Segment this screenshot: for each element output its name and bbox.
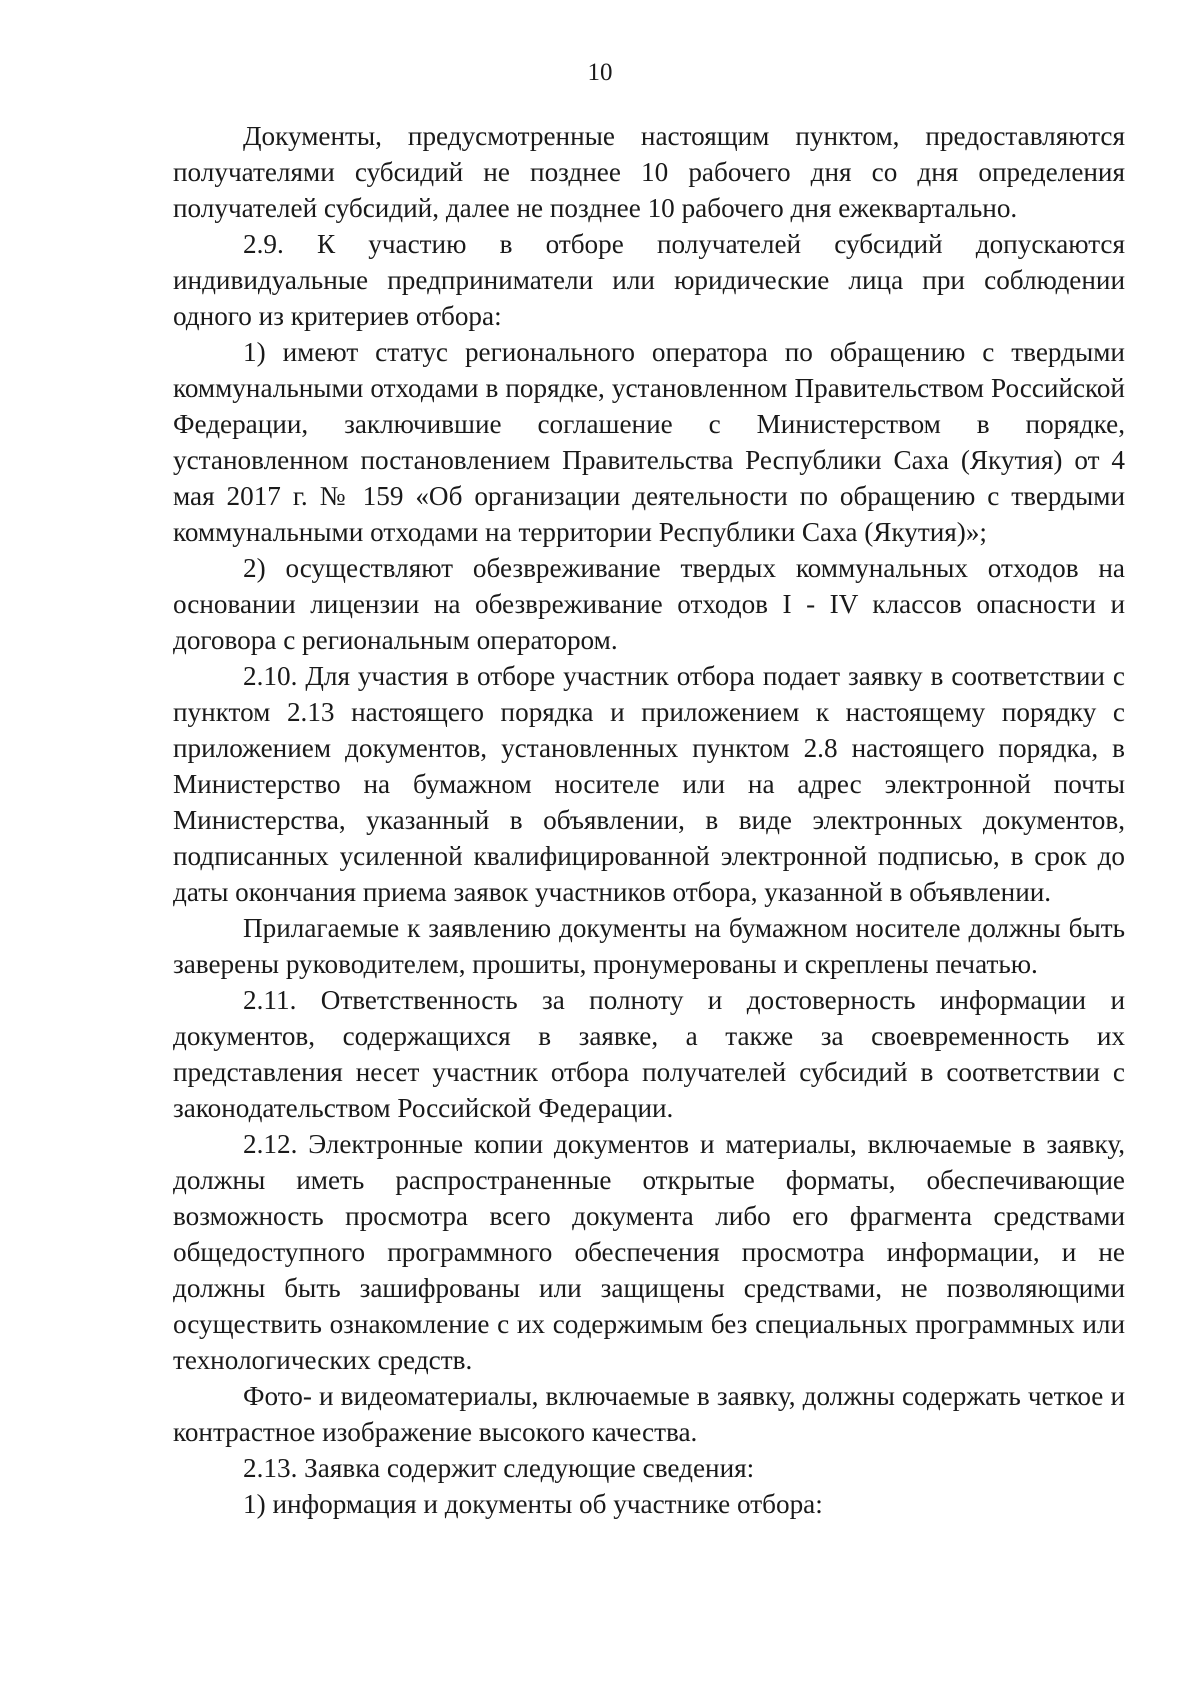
- paragraph-2-9: 2.9. К участию в отборе получателей субсидий допускаются индивидуальные предприниматели или юридические лица при соблюдении одного из критериев отбора:: [173, 229, 1125, 331]
- paragraph-photo-video: Фото- и видеоматериалы, включаемые в заявку, должны содержать четкое и контрастное изображение высокого качества.: [173, 1381, 1125, 1447]
- document-body: [173, 118, 1125, 1522]
- paragraph-documents-deadline: Документы, предусмотренные настоящим пунктом, предоставляются получателями субсидий не позднее 10 рабочего дня со дня определения получателей субсидий, далее не позднее 10 рабочего дня ежеквартально.: [173, 121, 1125, 223]
- paragraph-attached-documents: Прилагаемые к заявлению документы на бумажном носителе должны быть заверены руководителем, прошиты, пронумерованы и скреплены печатью.: [173, 913, 1125, 979]
- paragraph-2-9-item-1: 1) имеют статус регионального оператора по обращению с твердыми коммунальными отходами в порядке, установленном Правительством Российской Федерации, заключившие соглашение с Министерством в порядке, установленном постановлением Правительства Республики Саха (Якутия) от 4 мая 2017 г. № 159 «Об организации деятельности по обращению с твердыми коммунальными отходами на территории Республики Саха (Якутия)»;: [173, 337, 1125, 547]
- paragraph-2-13-item-1: 1) информация и документы об участнике отбора:: [243, 1489, 823, 1519]
- page-number: 10: [587, 59, 613, 86]
- paragraph-2-11: 2.11. Ответственность за полноту и достоверность информации и документов, содержащихся в заявке, а также за своевременность их представления несет участник отбора получателей субсидий в соответствии с законодательством Российской Федерации.: [173, 985, 1125, 1123]
- paragraph-2-13: 2.13. Заявка содержит следующие сведения:: [243, 1453, 755, 1483]
- paragraph-2-12: 2.12. Электронные копии документов и материалы, включаемые в заявку, должны иметь распространенные открытые форматы, обеспечивающие возможность просмотра всего документа либо его фрагмента средствами общедоступного программного обеспечения просмотра информации, и не должны быть зашифрованы или защищены средствами, не позволяющими осуществить ознакомление с их содержимым без специальных программных или технологических средств.: [173, 1129, 1125, 1375]
- paragraph-2-10: 2.10. Для участия в отборе участник отбора подает заявку в соответствии с пунктом 2.13 настоящего порядка и приложением к настоящему порядку с приложением документов, установленных пунктом 2.8 настоящего порядка, в Министерство на бумажном носителе или на адрес электронной почты Министерства, указанный в объявлении, в виде электронных документов, подписанных усиленной квалифицированной электронной подписью, в срок до даты окончания приема заявок участников отбора, указанной в объявлении.: [173, 661, 1125, 907]
- paragraph-2-9-item-2: 2) осуществляют обезвреживание твердых коммунальных отходов на основании лицензии на обезвреживание отходов I - IV классов опасности и договора с региональным оператором.: [173, 553, 1125, 655]
